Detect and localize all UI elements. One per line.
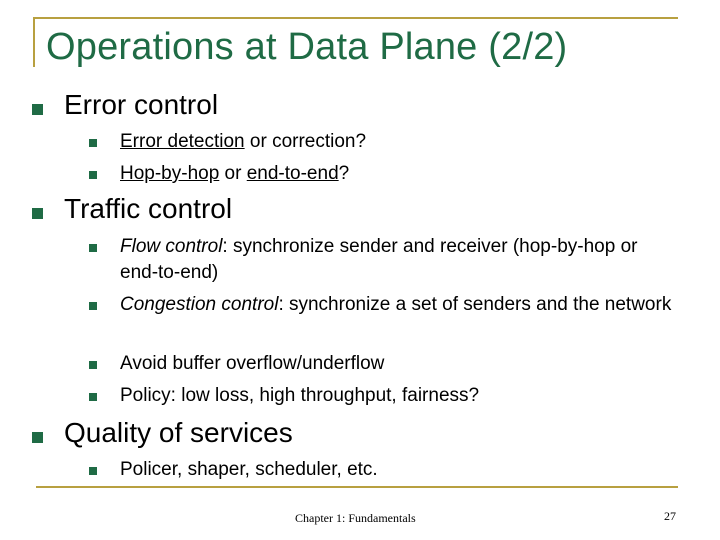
page-number: 27 bbox=[664, 509, 676, 523]
footer-chapter-label: Chapter 1: Fundamentals bbox=[295, 511, 416, 525]
term-flow-control: Flow control bbox=[120, 236, 223, 257]
bullet-square-icon bbox=[89, 244, 97, 252]
list-item: Policer, shaper, scheduler, etc. bbox=[120, 459, 378, 480]
item-text: : synchronize sender and receiver (hop-by-hop or end-to-end) bbox=[120, 236, 638, 283]
item-text: or bbox=[219, 163, 247, 184]
footer-divider bbox=[36, 486, 678, 488]
frame-left-border bbox=[33, 17, 35, 67]
section-heading-traffic-control: Traffic control bbox=[64, 193, 233, 224]
bullet-square-icon bbox=[32, 208, 43, 219]
section-heading-quality-of-services: Quality of services bbox=[64, 417, 293, 448]
list-item: Policy: low loss, high throughput, fairness? bbox=[120, 385, 480, 406]
item-text: or correction? bbox=[244, 131, 367, 152]
frame-top-border bbox=[33, 17, 678, 19]
link-error-detection[interactable]: Error detection bbox=[120, 131, 245, 152]
item-text: ? bbox=[338, 163, 350, 184]
list-item: Avoid buffer overflow/underflow bbox=[120, 353, 385, 374]
bullet-square-icon bbox=[89, 393, 97, 401]
bullet-square-icon bbox=[89, 361, 97, 369]
slide-title: Operations at Data Plane (2/2) bbox=[46, 26, 568, 68]
link-end-to-end[interactable]: end-to-end bbox=[246, 163, 339, 184]
bullet-square-icon bbox=[89, 139, 97, 147]
bullet-square-icon bbox=[32, 104, 43, 115]
list-item bbox=[120, 292, 680, 318]
bullet-square-icon bbox=[89, 467, 97, 475]
bullet-square-icon bbox=[89, 302, 97, 310]
link-hop-by-hop[interactable]: Hop-by-hop bbox=[120, 163, 220, 184]
item-text: : synchronize a set of senders and the network bbox=[278, 294, 672, 315]
list-item bbox=[120, 234, 680, 286]
list-item bbox=[120, 129, 680, 155]
bullet-square-icon bbox=[89, 171, 97, 179]
list-item bbox=[120, 161, 680, 187]
term-congestion-control: Congestion control bbox=[120, 294, 279, 315]
bullet-square-icon bbox=[32, 432, 43, 443]
section-heading-error-control: Error control bbox=[64, 89, 219, 120]
